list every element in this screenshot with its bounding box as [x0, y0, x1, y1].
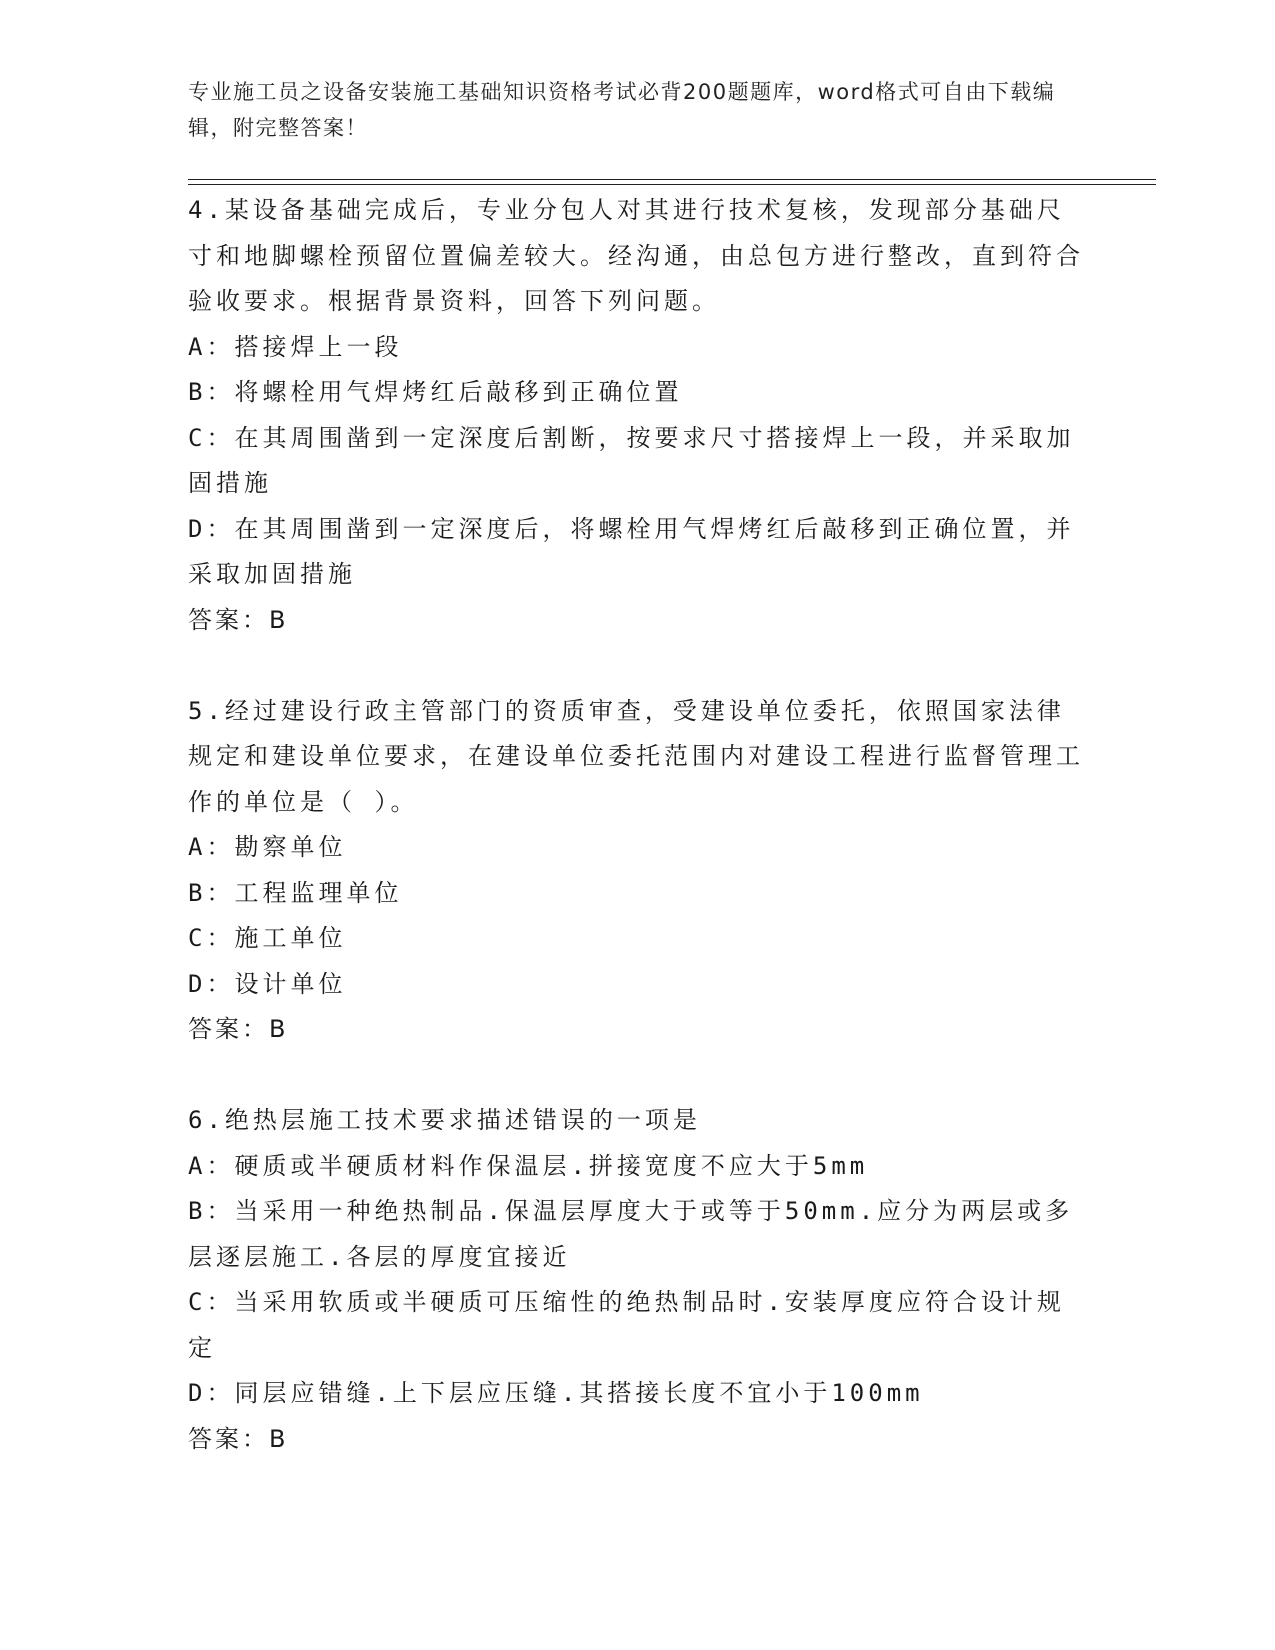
option-c: C：在其周围凿到一定深度后割断，按要求尺寸搭接焊上一段，并采取加固措施: [188, 423, 1075, 497]
option-c: C：当采用软质或半硬质可压缩性的绝热制品时.安装厚度应符合设计规定: [188, 1288, 1065, 1362]
question-5: [188, 689, 1088, 1053]
option-b: B：将螺栓用气焊烤红后敲移到正确位置: [188, 378, 683, 406]
question-stem: 6.绝热层施工技术要求描述错误的一项是: [188, 1106, 701, 1134]
option-d: D：设计单位: [188, 969, 347, 998]
question-stem: 5.经过建设行政主管部门的资质审查，受建设单位委托，依照国家法律规定和建设单位要求，在建设单位委托范围内对建设工程进行监督管理工作的单位是（ ）。: [188, 696, 1084, 816]
option-c: C：施工单位: [188, 924, 347, 952]
option-a: A：搭接焊上一段: [188, 332, 403, 361]
question-4: [188, 188, 1088, 643]
answer: 答案：B: [188, 1424, 289, 1453]
option-d: D：同层应错缝.上下层应压缝.其搭接长度不宜小于100mm: [188, 1379, 924, 1407]
question-stem: 4.某设备基础完成后，专业分包人对其进行技术复核，发现部分基础尺寸和地脚螺栓预留位置偏差较大。经沟通，由总包方进行整改，直到符合验收要求。根据背景资料，回答下列问题。: [188, 196, 1084, 315]
document-header: 专业施工员之设备安装施工基础知识资格考试必背200题题库，word格式可自由下载编辑，附完整答案！: [188, 80, 1056, 140]
option-a: A：硬质或半硬质材料作保温层.拼接宽度不应大于5mm: [188, 1151, 869, 1180]
option-d: D：在其周围凿到一定深度后，将螺栓用气焊烤红后敲移到正确位置，并采取加固措施: [188, 514, 1075, 588]
option-a: A：勘察单位: [188, 833, 347, 861]
answer: 答案：B: [188, 1015, 289, 1043]
answer: 答案：B: [188, 605, 289, 634]
question-list: [188, 188, 1088, 1462]
option-b: B：当采用一种绝热制品.保温层厚度大于或等于50mm.应分为两层或多层逐层施工.各层的厚度宜接近: [188, 1197, 1074, 1271]
header-divider-bottom: [188, 184, 1156, 185]
question-6: [188, 1098, 1088, 1462]
option-b: B：工程监理单位: [188, 878, 403, 907]
header-divider-top: [188, 179, 1156, 180]
question-spacer: [188, 1053, 1088, 1099]
question-spacer: [188, 643, 1088, 689]
